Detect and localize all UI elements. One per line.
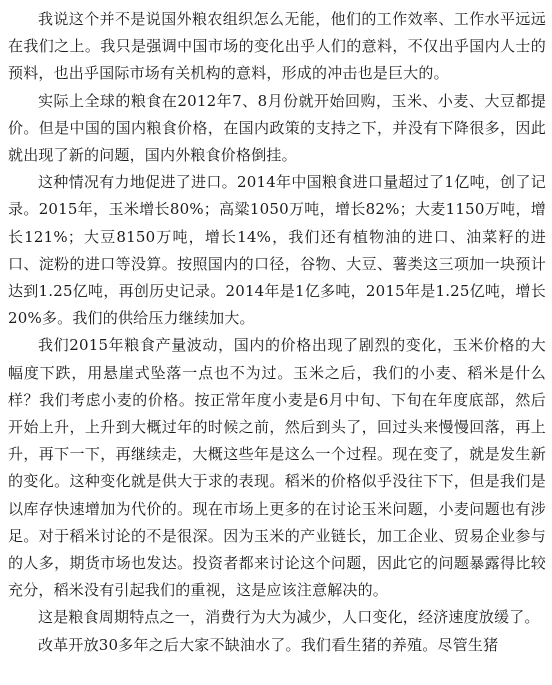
paragraph-foreign-agencies: 我说这个并不是说国外粮农组织怎么无能，他们的工作效率、工作水平远远在我们之上。我只是强调中国市场的变化出乎人们的意料，不仅出乎国内人士的预料，也出乎国际市场有关机构的意料，形成的冲击也是巨大的。: [8, 10, 546, 83]
document-page: [8, 6, 546, 659]
paragraph-cycle-feature: 这是粮食周期特点之一，消费行为大为减少，人口变化，经济速度放缓了。: [38, 608, 540, 627]
paragraph-price-inversion: 实际上全球的粮食在2012年7、8月份就开始回购，玉米、小麦、大豆都提价。但是中国的国内粮食价格，在国内政策的支持之下，并没有下降很多，因此就出现了新的问题，国内外粮食价格倒挂。: [8, 91, 546, 165]
paragraph-price-fluctuation: 我们2015年粮食产量波动，国内的价格出现了剧烈的变化，玉米价格的大幅度下跌，用悬崖式坠落一点也不为过。玉米之后，我们的小麦、稻米是什么样？我们考虑小麦的价格。按正常年度小麦是6月中旬、下旬在年度底部，然后开始上升，上升到大概过年的时候之前，然后到头了，回过头来慢慢回落，再上升，再下一下，再继续走，大概这些年是这么一个过程。现在变了，就是发生新的变化。这种变化就是供大于求的表现。稻米的价格似乎没往下下，但是我们是以库存快速增加为代价的。现在市场上更多的在讨论玉米问题，小麦问题也有涉足。对于稻米讨论的不是很深。因为玉米的产业链长，加工企业、贸易企业参与的人多，期货市场也发达。投资者都来讨论这个问题，因此它的问题暴露得比较充分，稻米没有引起我们的重视，这是应该注意解决的。: [8, 336, 546, 600]
paragraph-hog-farming: 改革开放30多年之后大家不缺油水了。我们看生猪的养殖。尽管生猪: [38, 635, 499, 654]
paragraph-grain-imports: 这种情况有力地促进了进口。2014年中国粮食进口量超过了1亿吨，创了记录。2015年，玉米增长80%；高粱1050万吨，增长82%；大麦1150万吨，增长121%；大豆8150万吨，增长14%，我们还有植物油的进口、油菜籽的进口、淀粉的进口等没算。按照国内的口径，谷物、大豆、薯类这三项加一块预计达到1.25亿吨，再创历史记录。2014年是1亿多吨，2015年是1.25亿吨，增长20%多。我们的供给压力继续加大。: [8, 173, 546, 328]
